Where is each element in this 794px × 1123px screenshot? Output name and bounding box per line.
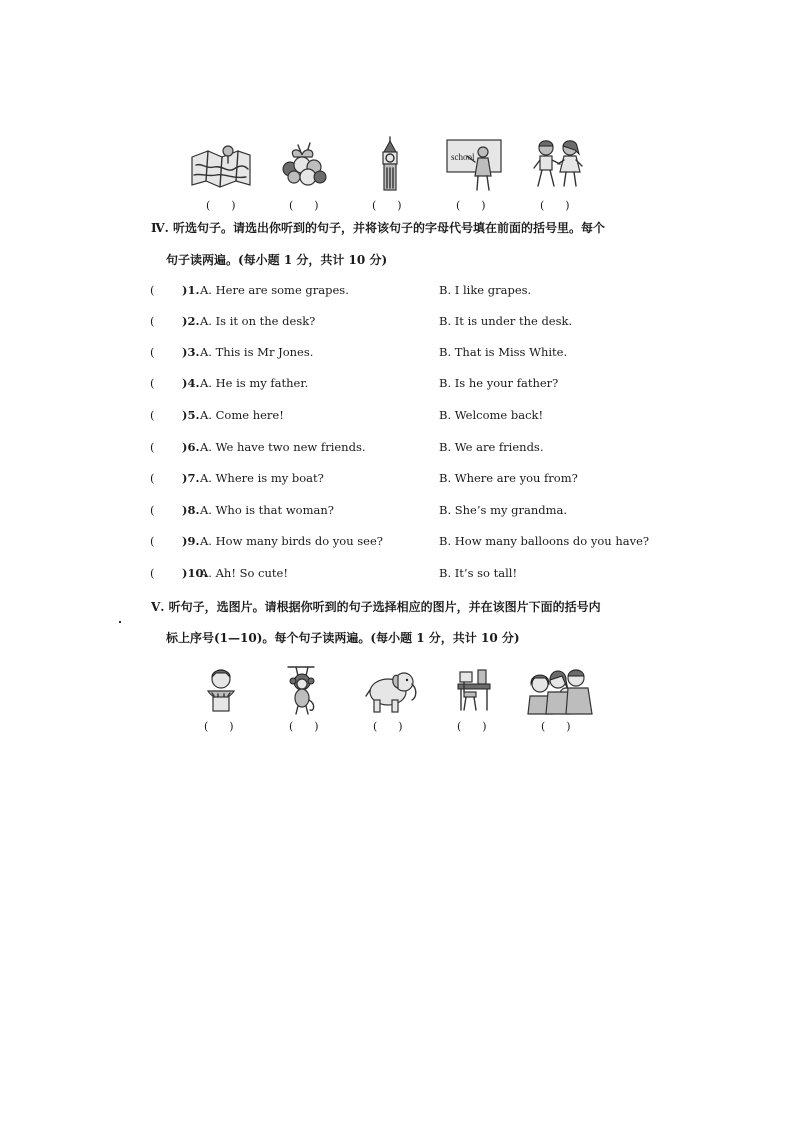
option-b: B. We are friends.: [439, 440, 544, 454]
question-number: )5.: [182, 408, 200, 422]
option-a: A. Who is that woman?: [200, 503, 334, 517]
option-a: A. How many birds do you see?: [200, 534, 383, 548]
bottom-paren-5[interactable]: ( ): [541, 720, 571, 733]
section5-heading-line2: 标上序号(1—10)。每个句子读两遍。(每小题 1 分，共计 10 分): [166, 631, 520, 645]
answer-paren[interactable]: (: [150, 566, 155, 580]
map-icon: [188, 143, 254, 189]
option-a: A. We have two new friends.: [200, 440, 366, 454]
option-a: A. Ah! So cute!: [200, 566, 288, 580]
question-number: )7.: [182, 471, 200, 485]
question-number: )10.: [182, 566, 208, 580]
bottom-paren-1[interactable]: ( ): [204, 720, 234, 733]
question-row-2: [0, 314, 794, 334]
question-row-5: [0, 408, 794, 428]
option-b: B. Welcome back!: [439, 408, 544, 422]
question-row-7: [0, 471, 794, 491]
question-number: )9.: [182, 534, 200, 548]
answer-paren[interactable]: (: [150, 534, 155, 548]
question-number: )8.: [182, 503, 200, 517]
monkey-icon: [284, 664, 320, 716]
section4-heading-line2: 句子读两遍。(每小题 1 分，共计 10 分): [166, 253, 388, 267]
answer-paren[interactable]: (: [150, 376, 155, 390]
option-a: A. Is it on the desk?: [200, 314, 316, 328]
question-row-10: [0, 566, 794, 586]
answer-paren[interactable]: (: [150, 471, 155, 485]
option-b: B. She’s my grandma.: [439, 503, 568, 517]
stray-dot: [119, 621, 121, 623]
option-a: A. Come here!: [200, 408, 284, 422]
question-row-8: [0, 503, 794, 523]
boy-eating-watermelon-icon: [204, 667, 238, 713]
option-b: B. It is under the desk.: [439, 314, 573, 328]
question-number: )6.: [182, 440, 200, 454]
option-b: B. Where are you from?: [439, 471, 578, 485]
desk-and-chair-icon: [456, 668, 492, 712]
answer-paren[interactable]: (: [150, 440, 155, 454]
bottom-paren-2[interactable]: ( ): [289, 720, 319, 733]
answer-paren[interactable]: (: [150, 408, 155, 422]
option-b: B. That is Miss White.: [439, 345, 568, 359]
question-row-4: [0, 376, 794, 396]
elephant-icon: [364, 668, 418, 714]
section5-heading-line1: Ⅴ. 听句子，选图片。请根据你听到的句子选择相应的图片，并在该图片下面的括号内: [151, 600, 601, 614]
question-row-6: [0, 440, 794, 460]
big-ben-tower-icon: [379, 136, 401, 192]
answer-paren[interactable]: (: [150, 503, 155, 517]
answer-paren[interactable]: (: [150, 314, 155, 328]
question-number: )1.: [182, 283, 200, 297]
option-b: B. I like grapes.: [439, 283, 532, 297]
option-a: A. Here are some grapes.: [200, 283, 349, 297]
bottom-paren-3[interactable]: ( ): [373, 720, 403, 733]
top-paren-4[interactable]: ( ): [456, 199, 486, 212]
school-teacher-icon: [445, 138, 503, 192]
question-row-1: [0, 283, 794, 303]
family-group-icon: [526, 666, 594, 716]
question-number: )4.: [182, 376, 200, 390]
top-paren-5[interactable]: ( ): [540, 199, 570, 212]
option-a: A. This is Mr Jones.: [200, 345, 314, 359]
option-b: B. How many balloons do you have?: [439, 534, 650, 548]
top-paren-3[interactable]: ( ): [372, 199, 402, 212]
answer-paren[interactable]: (: [150, 345, 155, 359]
question-number: )3.: [182, 345, 200, 359]
option-a: A. He is my father.: [200, 376, 309, 390]
option-b: B. It’s so tall!: [439, 566, 518, 580]
question-row-3: [0, 345, 794, 365]
option-a: A. Where is my boat?: [200, 471, 324, 485]
two-children-icon: [530, 138, 588, 190]
question-number: )2.: [182, 314, 200, 328]
question-row-9: [0, 534, 794, 554]
answer-paren[interactable]: (: [150, 283, 155, 297]
top-paren-1[interactable]: ( ): [206, 199, 236, 212]
option-b: B. Is he your father?: [439, 376, 559, 390]
bottom-paren-4[interactable]: ( ): [457, 720, 487, 733]
fruit-basket-icon: [280, 141, 328, 187]
section4-heading-line1: Ⅳ. 听选句子。请选出你听到的句子，并将该句子的字母代号填在前面的括号里。每个: [151, 221, 605, 235]
board-text: school: [451, 152, 475, 162]
top-paren-2[interactable]: ( ): [289, 199, 319, 212]
